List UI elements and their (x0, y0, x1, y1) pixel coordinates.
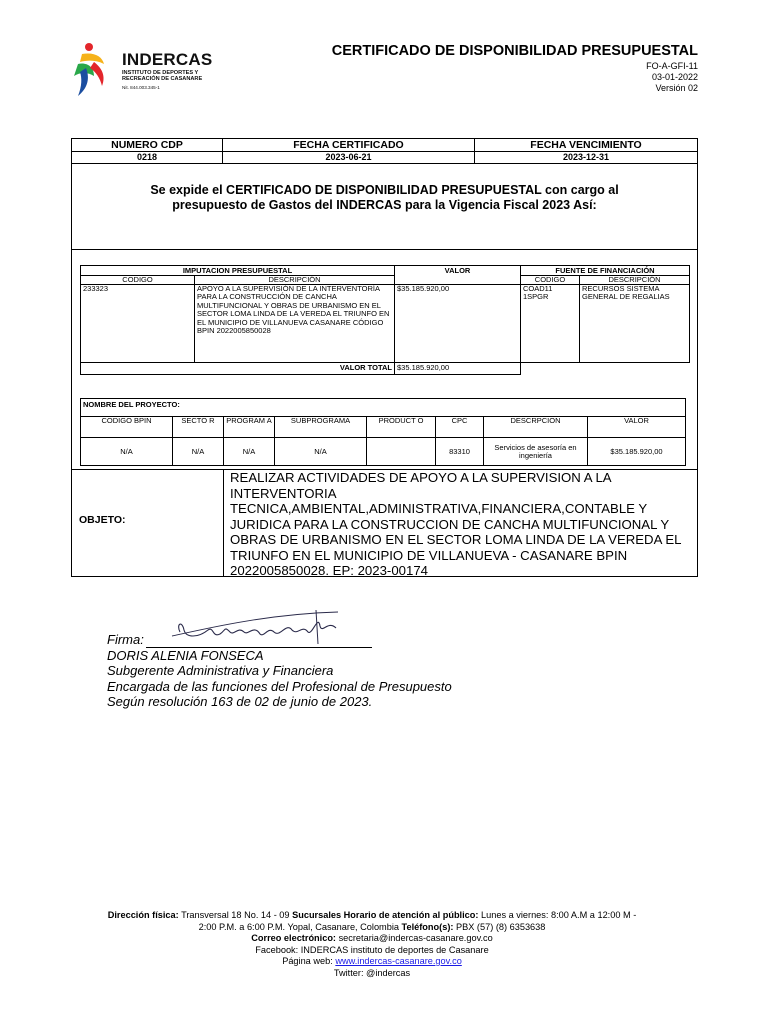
fecha-vencimiento-value: 2023-12-31 (562, 152, 610, 162)
footer-twitter: Twitter: @indercas (333, 967, 411, 978)
imputacion-codigo: 233323 (81, 285, 195, 363)
intro-section (72, 164, 697, 250)
objeto-text: REALIZAR ACTIVIDADES DE APOYO A LA SUPERVISION A LA INTERVENTORIA TECNICA,AMBIENTAL,ADMINISTRATIVA,FINANCIERA,CONTABLE Y JURIDICA PARA LA CONSTRUCCION DE CANCHA MULTIFUNCIONAL Y OBRAS DE URBANISMO EN EL SECTOR LOMA LINDA DE LA VEREDA EL TRIUNFO EN EL MUNICIPIO DE VILLANUEVA - CASANARE BPIN 2022005850028. EP: 2023-00174 (230, 470, 681, 578)
producto-value (367, 438, 436, 466)
valor-header: VALOR (395, 266, 521, 285)
indercas-emblem-icon (72, 42, 120, 98)
certificate-frame (71, 138, 698, 577)
cpc-value: 83310 (436, 438, 484, 466)
firma-line (107, 632, 452, 648)
form-code: FO-A-GFI-11 (646, 61, 698, 71)
website-link[interactable]: www.indercas-casanare.gov.co (335, 956, 462, 966)
cdp-value-row (72, 152, 697, 164)
fuente-descripcion-subheader: DESCRIPCIÓN (580, 276, 690, 285)
signature-line (146, 636, 372, 648)
form-version: Versión 02 (655, 83, 698, 93)
fuente-descripcion: RECURSOS SISTEMA GENERAL DE REGALIAS (580, 285, 690, 363)
table-row (81, 285, 690, 363)
fecha-certificado-label: FECHA CERTIFICADO (223, 139, 475, 151)
sector-value: N/A (173, 438, 224, 466)
footer-facebook: Facebook: INDERCAS instituto de deportes de Casanare (255, 944, 489, 955)
intro-text: Se expide el CERTIFICADO DE DISPONIBILIDAD PRESUPUESTAL con cargo al presupuesto de Gastos del INDERCAS para la Vigencia Fiscal 2023 Así: (150, 183, 619, 212)
valor-total: $35.185.920,00 (395, 363, 521, 375)
nombre-proyecto-label: NOMBRE DEL PROYECTO: (81, 399, 686, 417)
imputacion-valor: $35.185.920,00 (395, 285, 521, 363)
bpin-header: CODIGO BPIN (81, 417, 173, 438)
descripcion-subheader: DESCRIPCIÓN (195, 276, 395, 285)
footer-address: Dirección física: Transversal 18 No. 14 - 09 Sucursales Horario de atención al público: Lunes a viernes: 8:00 A.M a 12:00 M - 2:00 P.M. a 6:00 P.M. Yopal, Casanare, Colombia Teléfono(s): PBX (57) (8) 6353638 (107, 910, 637, 932)
proyecto-header-row (81, 417, 686, 438)
descripcion-header: DESCRPCION (484, 417, 588, 438)
logo-nit: Nit. 844.003.345-1 (122, 85, 160, 90)
form-date: 03-01-2022 (651, 72, 698, 82)
table-row (81, 438, 686, 466)
programa-header: PROGRAM A (224, 417, 275, 438)
footer-email: Correo electrónico: secretaria@indercas-casanare.gov.co (251, 933, 493, 943)
fuente-header: FUENTE DE FINANCIACIÓN (521, 266, 690, 276)
valor-total-label: VALOR TOTAL (81, 363, 395, 375)
programa-value: N/A (224, 438, 275, 466)
fuente-codigo-subheader: CODIGO (521, 276, 580, 285)
sector-header: SECTO R (173, 417, 224, 438)
objeto-label: OBJETO: (72, 470, 224, 577)
indercas-logo (72, 42, 242, 98)
fuente-codigo: COAD11 1SPGR (521, 285, 580, 363)
total-row (81, 363, 690, 375)
logo-name: INDERCAS (122, 50, 213, 69)
cdp-header-row (72, 139, 697, 152)
bpin-value: N/A (81, 438, 173, 466)
signer-resolution: Según resolución 163 de 02 de junio de 2023. (107, 694, 373, 709)
imputacion-descripcion: APOYO A LA SUPERVISIÓN DE LA INTERVENTORÍA PARA LA CONSTRUCCIÓN DE CANCHA MULTIFUNCIONAL Y OBRAS DE URBANISMO EN EL SECTOR LOMA LINDA DE LA VEREDA EL TRIUNFO EN EL MUNICIPIO DE VILLANUEVA CASANARE CÓDIGO BPIN 2022005850028 (195, 285, 395, 363)
imputacion-table (80, 265, 690, 375)
subprograma-header: SUBPROGRAMA (275, 417, 367, 438)
footer-web: Página web: www.indercas-casanare.gov.co (282, 956, 462, 966)
valor-value: $35.185.920,00 (588, 438, 686, 466)
signer-role: Subgerente Administrativa y Financiera (107, 663, 334, 678)
producto-header: PRODUCT O (367, 417, 436, 438)
fecha-certificado-value: 2023-06-21 (223, 152, 475, 163)
signer-role-2: Encargada de las funciones del Profesional de Presupuesto (107, 678, 452, 694)
subprograma-value: N/A (275, 438, 367, 466)
proyecto-table (80, 398, 686, 466)
numero-cdp-label: NUMERO CDP (72, 139, 223, 151)
signer-name: DORIS ALENIA FONSECA (107, 647, 264, 663)
cpc-header: CPC (436, 417, 484, 438)
descripcion-value: Servicios de asesoría en ingeniería (484, 438, 588, 466)
firma-label: Firma: (107, 632, 144, 647)
document-meta (646, 61, 698, 94)
footer (100, 910, 644, 979)
valor-header: VALOR (588, 417, 686, 438)
numero-cdp-value: 0218 (72, 152, 223, 163)
fecha-vencimiento-label: FECHA VENCIMIENTO (530, 139, 642, 151)
imputacion-header: IMPUTACION PRESUPUESTAL (81, 266, 395, 276)
signature-block (107, 632, 452, 710)
codigo-subheader: CODIGO (81, 276, 195, 285)
logo-subtitle: INSTITUTO DE DEPORTES Y RECREACIÓN DE CASANARE (122, 70, 203, 83)
document-title: CERTIFICADO DE DISPONIBILIDAD PRESUPUESTAL (331, 43, 698, 59)
objeto-section (72, 469, 697, 578)
